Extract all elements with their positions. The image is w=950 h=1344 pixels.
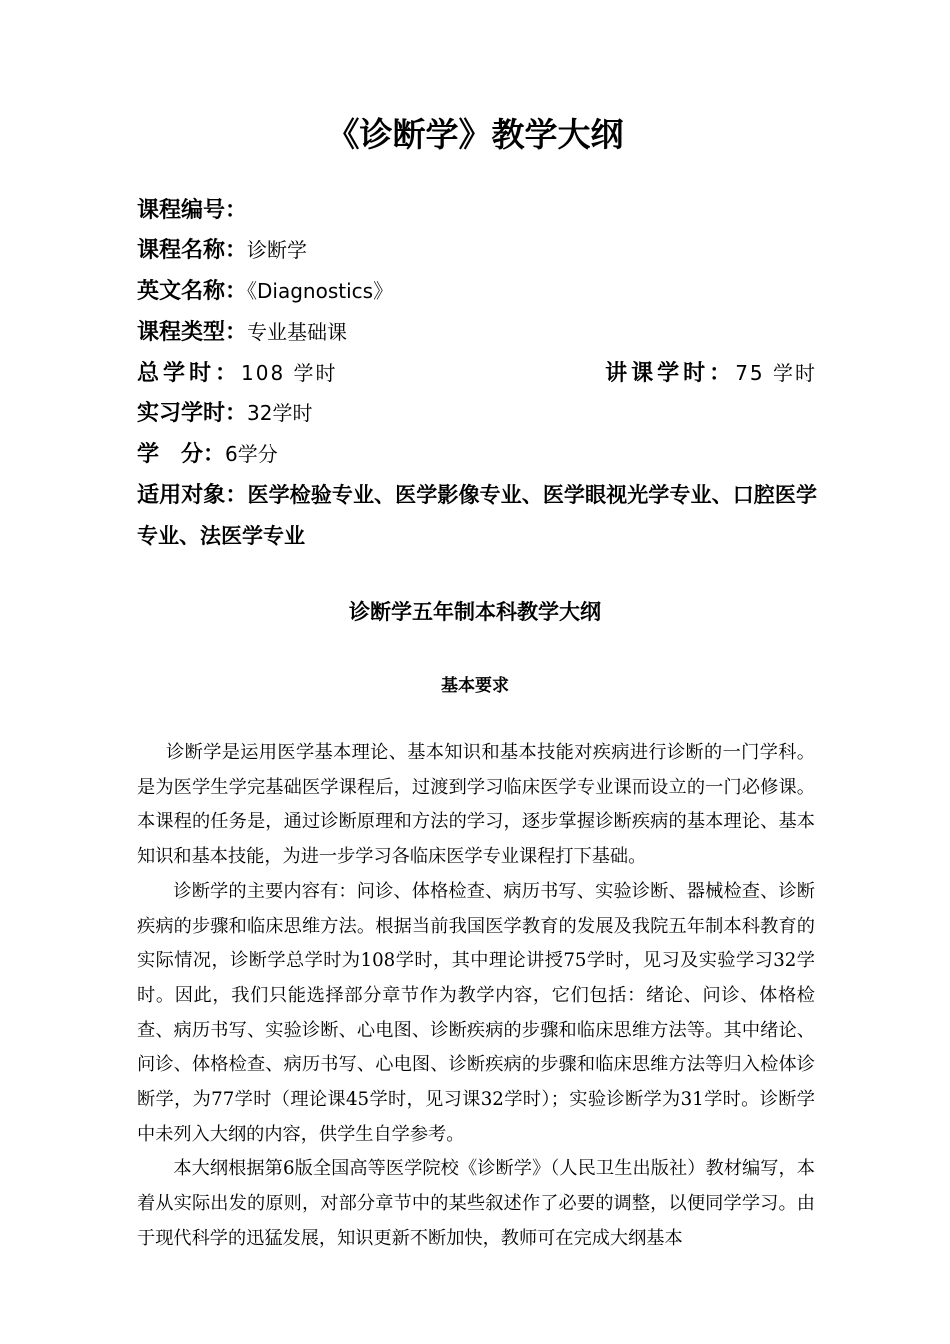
hours-row (137, 353, 817, 394)
subsection-title: 基本要求 (441, 676, 509, 696)
course-name-value: 诊断学 (247, 238, 308, 262)
lecture-hours-value: 75 学时 (735, 361, 817, 385)
course-type-value: 专业基础课 (247, 320, 348, 344)
paragraph: 诊断学的主要内容有：问诊、体格检查、病历书写、实验诊断、器械检查、诊断疾病的步骤和临床思维方法。根据当前我国医学教育的发展及我院五年制本科教育的实际情况，诊断学总学时为108学时，其中理论讲授75学时，见习及实验学习32学时。因此，我们只能选择部分章节作为教学内容，它们包括：绪论、问诊、体格检查、病历书写、实验诊断、心电图、诊断疾病的步骤和临床思维方法等。其中绪论、问诊、体格检查、病历书写、心电图、诊断疾病的步骤和临床思维方法等归入检体诊断学，为77学时（理论课45学时，见习课32学时）；实验诊断学为31学时。诊断学中未列入大纲的内容，供学生自学参考。 (137, 880, 815, 1145)
course-name-label: 课程名称： (137, 238, 248, 263)
course-type-row (137, 312, 817, 353)
total-hours-value: 108 学时 (241, 361, 338, 385)
audience-value: 医学检验专业、医学影像专业、医学眼视光学专业、口腔医学专业、法医学专业 (137, 483, 817, 548)
lecture-hours-label: 讲课学时： (605, 361, 736, 386)
credits-value: 6学分 (225, 442, 278, 466)
body-text (137, 736, 815, 1257)
course-name-row (137, 230, 817, 271)
paragraph: 本大纲根据第6版全国高等医学院校《诊断学》（人民卫生出版社）教材编写，本着从实际出发的原则，对部分章节中的某些叙述作了必要的调整，以便同学学习。由于现代科学的迅猛发展，知识更新不断加快，教师可在完成大纲基本 (137, 1158, 815, 1249)
english-name-row (137, 271, 817, 312)
english-name-label: 英文名称： (137, 279, 248, 304)
paragraph: 诊断学是运用医学基本理论、基本知识和基本技能对疾病进行诊断的一门学科。是为医学生学完基础医学课程后，过渡到学习临床医学专业课而设立的一门必修课。本课程的任务是，通过诊断原理和方法的学习，逐步掌握诊断疾病的基本理论、基本知识和基本技能，为进一步学习各临床医学专业课程打下基础。 (137, 742, 815, 868)
practice-hours-row (137, 393, 817, 434)
credits-label: 学 分： (137, 442, 226, 467)
document-title: 《诊断学》教学大纲 (326, 115, 624, 154)
practice-hours-label: 实习学时： (137, 401, 248, 426)
course-type-label: 课程类型： (137, 320, 248, 345)
audience-label: 适用对象： (137, 483, 248, 508)
practice-hours-value: 32学时 (247, 401, 313, 425)
english-name-value: 《Diagnostics》 (247, 279, 394, 303)
course-number-row (137, 190, 817, 231)
lecture-hours (605, 353, 817, 394)
course-number-label: 课程编号： (137, 198, 248, 223)
section-title: 诊断学五年制本科教学大纲 (349, 600, 601, 624)
total-hours-label: 总学时： (137, 361, 242, 386)
credits-row (137, 434, 817, 475)
audience-row (137, 475, 817, 556)
